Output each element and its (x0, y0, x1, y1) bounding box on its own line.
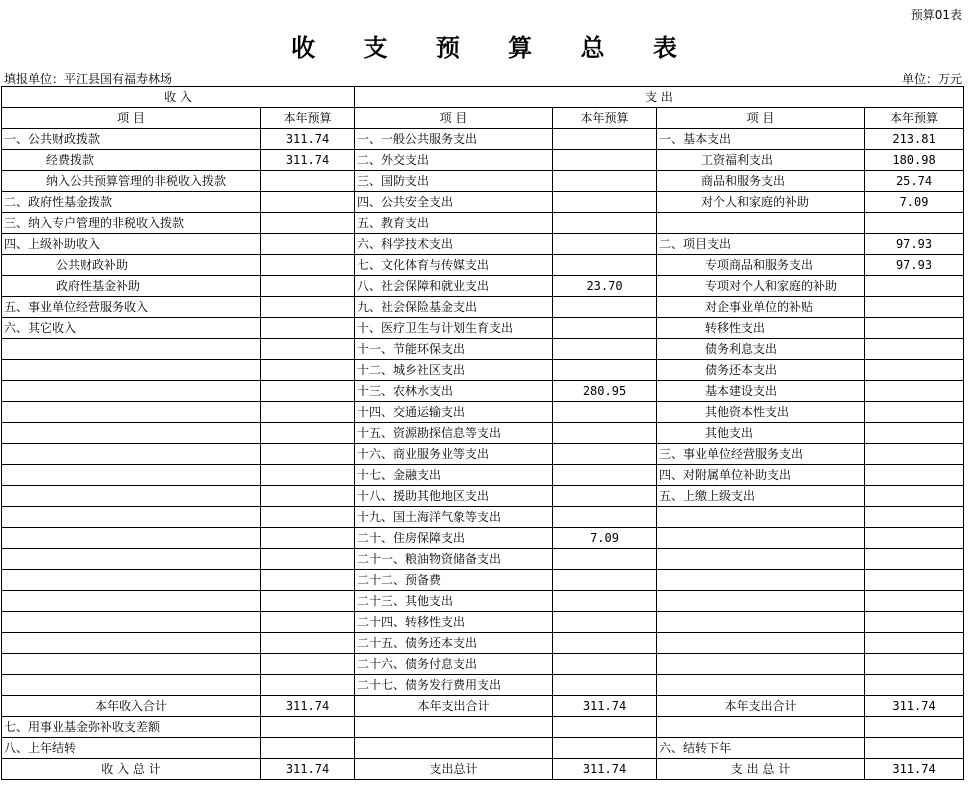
table-row (2, 570, 964, 591)
income-item (2, 612, 261, 633)
expense-budget-2 (865, 633, 964, 654)
expense-item-2: 专项商品和服务支出 (657, 255, 865, 276)
expense-item-2: 对企事业单位的补贴 (657, 297, 865, 318)
expense-budget (553, 360, 657, 381)
expense-budget-2: 311.74 (865, 696, 964, 717)
expense-item: 二十、住房保障支出 (355, 528, 553, 549)
income-budget: 311.74 (261, 129, 355, 150)
table-row (2, 444, 964, 465)
expense-item-2 (657, 612, 865, 633)
expense-item-2: 转移性支出 (657, 318, 865, 339)
income-budget (261, 654, 355, 675)
expense-item: 支出总计 (355, 759, 553, 780)
subtotal-row (2, 696, 964, 717)
income-budget (261, 507, 355, 528)
table-row (2, 612, 964, 633)
expense-item (355, 717, 553, 738)
expense-budget-2: 180.98 (865, 150, 964, 171)
income-budget (261, 213, 355, 234)
income-item (2, 633, 261, 654)
income-item (2, 591, 261, 612)
table-row (2, 486, 964, 507)
table-row (2, 171, 964, 192)
expense-budget (553, 654, 657, 675)
expense-item: 十九、国土海洋气象等支出 (355, 507, 553, 528)
expense-item-2: 五、上缴上级支出 (657, 486, 865, 507)
expense-budget: 311.74 (553, 759, 657, 780)
table-row (2, 528, 964, 549)
income-budget (261, 465, 355, 486)
expense-budget: 7.09 (553, 528, 657, 549)
income-item: 公共财政补助 (2, 255, 261, 276)
income-budget (261, 549, 355, 570)
table-row (2, 318, 964, 339)
income-item: 经费拨款 (2, 150, 261, 171)
expense-budget-2 (865, 717, 964, 738)
expense-budget (553, 171, 657, 192)
income-budget (261, 171, 355, 192)
expense-item: 十八、援助其他地区支出 (355, 486, 553, 507)
income-item (2, 675, 261, 696)
expense-budget (553, 717, 657, 738)
income-budget (261, 192, 355, 213)
expense-item: 二、外交支出 (355, 150, 553, 171)
expense-item-2: 对个人和家庭的补助 (657, 192, 865, 213)
expense-item-2: 其他资本性支出 (657, 402, 865, 423)
table-row (2, 717, 964, 738)
expense-item: 二十二、预备费 (355, 570, 553, 591)
expense-budget (553, 234, 657, 255)
expense-budget-2 (865, 675, 964, 696)
expense-item-2 (657, 507, 865, 528)
income-budget (261, 717, 355, 738)
expense-item: 二十三、其他支出 (355, 591, 553, 612)
income-budget: 311.74 (261, 150, 355, 171)
income-budget (261, 297, 355, 318)
income-item: 纳入公共预算管理的非税收入拨款 (2, 171, 261, 192)
expense-item: 二十四、转移性支出 (355, 612, 553, 633)
expense-budget-2 (865, 339, 964, 360)
table-row (2, 402, 964, 423)
table-row (2, 654, 964, 675)
reporting-unit: 填报单位：平江县国有福寿林场 (4, 72, 173, 86)
expense-item-2: 四、对附属单位补助支出 (657, 465, 865, 486)
header-row-2 (2, 108, 964, 129)
expense-item-2 (657, 633, 865, 654)
expense-budget-header: 本年预算 (553, 108, 657, 129)
expense-item: 十七、金融支出 (355, 465, 553, 486)
expense-budget-header-2: 本年预算 (865, 108, 964, 129)
income-budget (261, 381, 355, 402)
expense-item: 二十六、债务付息支出 (355, 654, 553, 675)
expense-item-2 (657, 591, 865, 612)
expense-budget-2 (865, 528, 964, 549)
income-budget (261, 360, 355, 381)
expense-item: 二十一、粮油物资储备支出 (355, 549, 553, 570)
expense-budget-2: 7.09 (865, 192, 964, 213)
income-budget (261, 612, 355, 633)
income-item (2, 654, 261, 675)
income-budget (261, 633, 355, 654)
expense-item: 三、国防支出 (355, 171, 553, 192)
expense-item: 六、科学技术支出 (355, 234, 553, 255)
income-item: 七、用事业基金弥补收支差额 (2, 717, 261, 738)
expense-item-2: 商品和服务支出 (657, 171, 865, 192)
expense-budget-2 (865, 570, 964, 591)
income-budget (261, 234, 355, 255)
income-item (2, 444, 261, 465)
income-item (2, 381, 261, 402)
income-item: 八、上年结转 (2, 738, 261, 759)
expense-item-2: 基本建设支出 (657, 381, 865, 402)
expense-budget-2 (865, 507, 964, 528)
expense-budget (553, 633, 657, 654)
expense-budget-2 (865, 423, 964, 444)
expense-item-2: 三、事业单位经营服务支出 (657, 444, 865, 465)
expense-item: 二十五、债务还本支出 (355, 633, 553, 654)
income-item: 四、上级补助收入 (2, 234, 261, 255)
expense-budget-2 (865, 444, 964, 465)
expense-budget-2 (865, 738, 964, 759)
income-budget: 311.74 (261, 696, 355, 717)
table-row (2, 423, 964, 444)
expense-item-2 (657, 549, 865, 570)
income-budget (261, 318, 355, 339)
expense-item: 十一、节能环保支出 (355, 339, 553, 360)
expense-budget-2 (865, 297, 964, 318)
expense-budget-2 (865, 360, 964, 381)
expense-item: 一、一般公共服务支出 (355, 129, 553, 150)
expense-budget-2 (865, 402, 964, 423)
expense-budget (553, 444, 657, 465)
expense-header: 支 出 (355, 87, 964, 108)
expense-item-2: 一、基本支出 (657, 129, 865, 150)
income-item (2, 360, 261, 381)
income-budget (261, 255, 355, 276)
expense-item-2: 债务利息支出 (657, 339, 865, 360)
table-row (2, 591, 964, 612)
income-item: 一、公共财政拨款 (2, 129, 261, 150)
expense-budget-2 (865, 591, 964, 612)
income-budget (261, 276, 355, 297)
income-item (2, 507, 261, 528)
table-row (2, 129, 964, 150)
table-row (2, 192, 964, 213)
income-item (2, 402, 261, 423)
table-row (2, 213, 964, 234)
expense-budget-2: 25.74 (865, 171, 964, 192)
expense-item: 八、社会保障和就业支出 (355, 276, 553, 297)
expense-budget (553, 297, 657, 318)
table-row (2, 465, 964, 486)
expense-item: 十五、资源勘探信息等支出 (355, 423, 553, 444)
expense-budget (553, 675, 657, 696)
table-row (2, 234, 964, 255)
expense-budget-2 (865, 276, 964, 297)
expense-item-2: 本年支出合计 (657, 696, 865, 717)
income-item: 二、政府性基金拨款 (2, 192, 261, 213)
expense-budget: 280.95 (553, 381, 657, 402)
table-row (2, 507, 964, 528)
income-budget: 311.74 (261, 759, 355, 780)
expense-budget-2: 213.81 (865, 129, 964, 150)
expense-budget (553, 129, 657, 150)
expense-budget (553, 192, 657, 213)
expense-budget-2 (865, 612, 964, 633)
income-item (2, 528, 261, 549)
income-item: 五、事业单位经营服务收入 (2, 297, 261, 318)
income-item (2, 549, 261, 570)
table-row (2, 150, 964, 171)
page-title: 收 支 预 算 总 表 (291, 33, 697, 62)
expense-item-2 (657, 570, 865, 591)
expense-budget-2 (865, 381, 964, 402)
expense-item: 十六、商业服务业等支出 (355, 444, 553, 465)
income-item (2, 339, 261, 360)
income-budget (261, 486, 355, 507)
income-budget (261, 444, 355, 465)
expense-budget-2 (865, 318, 964, 339)
income-item: 本年收入合计 (2, 696, 261, 717)
expense-budget-2 (865, 654, 964, 675)
expense-budget-2 (865, 213, 964, 234)
expense-item: 十、医疗卫生与计划生育支出 (355, 318, 553, 339)
income-budget (261, 591, 355, 612)
expense-item-2: 其他支出 (657, 423, 865, 444)
expense-budget (553, 612, 657, 633)
expense-budget (553, 549, 657, 570)
expense-budget (553, 339, 657, 360)
expense-item: 二十七、债务发行费用支出 (355, 675, 553, 696)
header-row-1 (2, 87, 964, 108)
table-row (2, 339, 964, 360)
expense-item: 十三、农林水支出 (355, 381, 553, 402)
expense-item: 七、文化体育与传媒支出 (355, 255, 553, 276)
table-row (2, 381, 964, 402)
expense-budget (553, 150, 657, 171)
form-code: 预算01表 (910, 8, 962, 22)
income-budget (261, 528, 355, 549)
expense-item-2 (657, 654, 865, 675)
income-budget (261, 570, 355, 591)
table-row (2, 255, 964, 276)
expense-item: 五、教育支出 (355, 213, 553, 234)
expense-item-2 (657, 717, 865, 738)
income-budget (261, 402, 355, 423)
expense-budget-2 (865, 486, 964, 507)
expense-budget: 23.70 (553, 276, 657, 297)
total-row (2, 759, 964, 780)
expense-item: 四、公共安全支出 (355, 192, 553, 213)
expense-budget (553, 423, 657, 444)
expense-item-2: 二、项目支出 (657, 234, 865, 255)
expense-budget (553, 507, 657, 528)
income-header: 收 入 (2, 87, 355, 108)
expense-item-2: 专项对个人和家庭的补助 (657, 276, 865, 297)
income-budget (261, 423, 355, 444)
currency-unit: 单位：万元 (901, 72, 962, 86)
expense-budget: 311.74 (553, 696, 657, 717)
expense-budget (553, 465, 657, 486)
table-row (2, 360, 964, 381)
expense-budget (553, 570, 657, 591)
income-budget (261, 339, 355, 360)
income-item-header: 项 目 (2, 108, 261, 129)
expense-item-2: 支 出 总 计 (657, 759, 865, 780)
income-item (2, 486, 261, 507)
expense-budget-2: 97.93 (865, 255, 964, 276)
expense-budget (553, 255, 657, 276)
expense-item-2: 工资福利支出 (657, 150, 865, 171)
expense-item-header: 项 目 (355, 108, 553, 129)
income-item: 收 入 总 计 (2, 759, 261, 780)
budget-table (1, 86, 964, 780)
expense-item: 十四、交通运输支出 (355, 402, 553, 423)
expense-budget-2: 97.93 (865, 234, 964, 255)
expense-item-2 (657, 675, 865, 696)
income-budget (261, 675, 355, 696)
table-row (2, 633, 964, 654)
income-item: 六、其它收入 (2, 318, 261, 339)
expense-budget-2 (865, 549, 964, 570)
income-item (2, 570, 261, 591)
expense-item: 本年支出合计 (355, 696, 553, 717)
table-row (2, 738, 964, 759)
expense-budget (553, 318, 657, 339)
expense-budget-2: 311.74 (865, 759, 964, 780)
expense-budget (553, 402, 657, 423)
expense-budget (553, 213, 657, 234)
table-row (2, 549, 964, 570)
expense-item-2: 债务还本支出 (657, 360, 865, 381)
expense-item-header-2: 项 目 (657, 108, 865, 129)
income-item: 三、纳入专户管理的非税收入拨款 (2, 213, 261, 234)
table-row (2, 276, 964, 297)
income-budget-header: 本年预算 (261, 108, 355, 129)
table-row (2, 297, 964, 318)
expense-item-2 (657, 528, 865, 549)
income-item (2, 423, 261, 444)
expense-budget (553, 738, 657, 759)
income-budget (261, 738, 355, 759)
expense-item (355, 738, 553, 759)
expense-item: 九、社会保险基金支出 (355, 297, 553, 318)
expense-budget (553, 486, 657, 507)
income-item (2, 465, 261, 486)
expense-budget (553, 591, 657, 612)
income-item: 政府性基金补助 (2, 276, 261, 297)
table-row (2, 675, 964, 696)
expense-item: 十二、城乡社区支出 (355, 360, 553, 381)
expense-item-2 (657, 213, 865, 234)
expense-item-2: 六、结转下年 (657, 738, 865, 759)
expense-budget-2 (865, 465, 964, 486)
